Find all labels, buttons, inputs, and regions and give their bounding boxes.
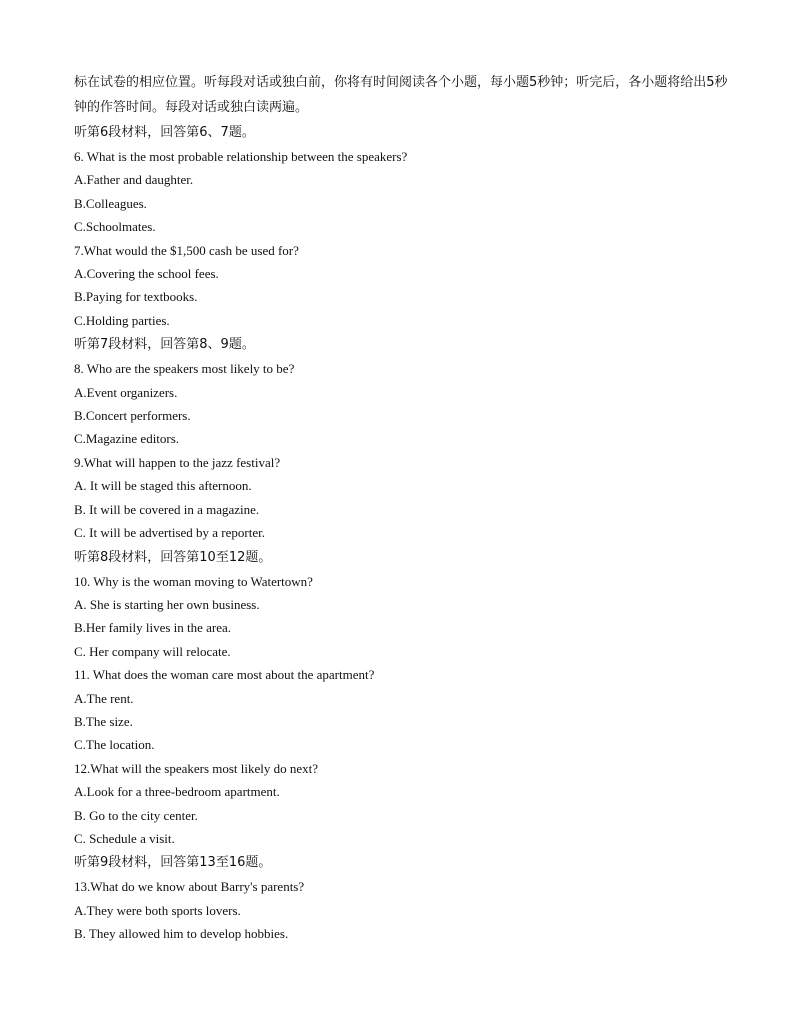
- option-7c: C.Holding parties.: [74, 312, 170, 328]
- option-12a: A.Look for a three-bedroom apartment.: [74, 784, 280, 800]
- section-heading: 听第9段材料，回答第13至16题。: [74, 855, 272, 871]
- question-13: 13.What do we know about Barry's parents?: [74, 879, 305, 895]
- option-6b: B.Colleagues.: [74, 195, 147, 211]
- question-11: 11. What does the woman care most about the apartment?: [74, 667, 375, 683]
- question-7: 7.What would the $1,500 cash be used for?: [74, 242, 299, 258]
- question-9: 9.What will happen to the jazz festival?: [74, 454, 281, 470]
- option-11c: C.The location.: [74, 737, 155, 753]
- option-9b: B. It will be covered in a magazine.: [74, 501, 260, 517]
- option-13b: B. They allowed him to develop hobbies.: [74, 926, 289, 942]
- question-10: 10. Why is the woman moving to Watertown?: [74, 573, 313, 589]
- section-heading: 听第7段材料，回答第8、9题。: [74, 337, 255, 353]
- option-9c: C. It will be advertised by a reporter.: [74, 525, 265, 541]
- option-10c: C. Her company will relocate.: [74, 643, 231, 659]
- option-8a: A.Event organizers.: [74, 384, 178, 400]
- option-10a: A. She is starting her own business.: [74, 596, 260, 612]
- instructions-paragraph: 标在试卷的相应位置。听每段对话或独白前，你将有时间阅读各个小题，每小题5秒钟；听完后，各小题将给出5秒钟的作答时间。每段对话或独白读两遍。: [74, 75, 728, 115]
- option-7a: A.Covering the school fees.: [74, 266, 219, 282]
- question-6: 6. What is the most probable relationship between the speakers?: [74, 149, 408, 164]
- option-6c: C.Schoolmates.: [74, 219, 156, 235]
- question-12: 12.What will the speakers most likely do next?: [74, 760, 319, 776]
- section-heading: 听第8段材料，回答第10至12题。: [74, 549, 272, 565]
- option-11b: B.The size.: [74, 713, 133, 729]
- section-heading: 听第6段材料，回答第6、7题。: [74, 125, 255, 140]
- option-9a: A. It will be staged this afternoon.: [74, 478, 252, 494]
- option-13a: A.They were both sports lovers.: [74, 902, 241, 918]
- option-10b: B.Her family lives in the area.: [74, 620, 232, 636]
- option-8b: B.Concert performers.: [74, 408, 191, 424]
- option-11a: A.The rent.: [74, 690, 134, 706]
- option-6a: A.Father and daughter.: [74, 172, 194, 188]
- option-12b: B. Go to the city center.: [74, 807, 198, 823]
- exam-page: [74, 70, 734, 946]
- option-12c: C. Schedule a visit.: [74, 830, 175, 846]
- option-8c: C.Magazine editors.: [74, 431, 180, 447]
- option-7b: B.Paying for textbooks.: [74, 289, 198, 305]
- question-8: 8. Who are the speakers most likely to be?: [74, 361, 295, 377]
